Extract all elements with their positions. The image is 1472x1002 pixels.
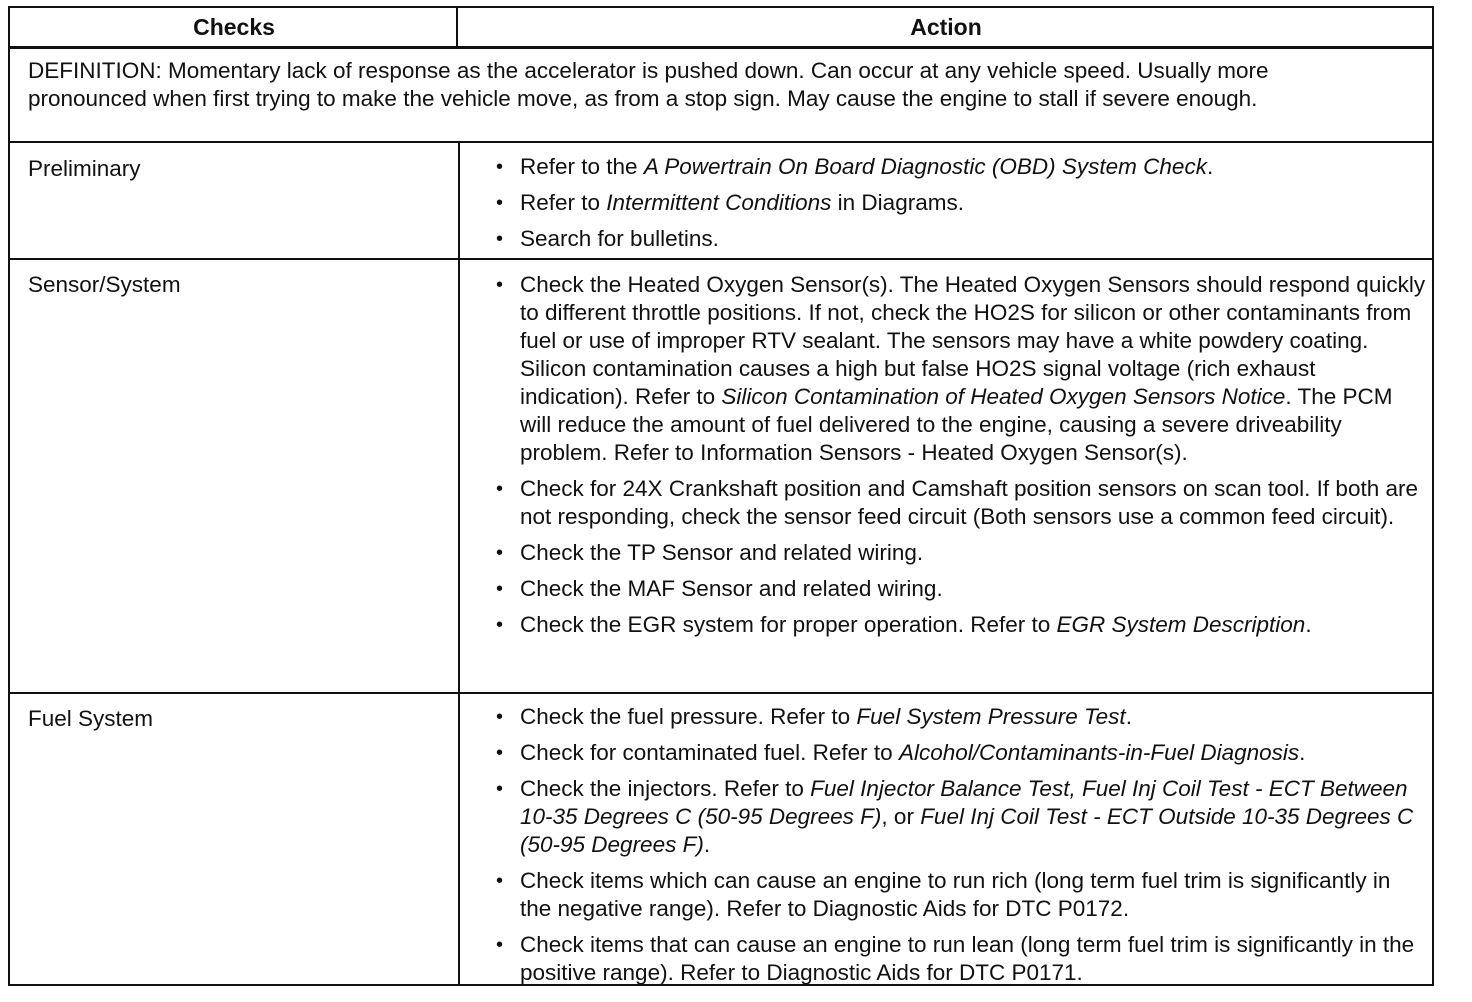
action-list-sensor <box>494 271 1426 639</box>
header-checks: Checks <box>193 14 275 40</box>
list-item: • Check items which can cause an engine to run rich (long term fuel trim is significantly in the negative range). Refer to Diagnostic Aids for DTC P0172. <box>496 868 1391 921</box>
reference-link[interactable]: Silicon Contamination of Heated Oxygen Sensors Notice <box>721 384 1286 409</box>
reference-link[interactable]: Fuel Inj Coil Test - ECT Outside 10-35 Degrees C (50-95 Degrees F) <box>520 804 1414 857</box>
list-item: • Check the fuel pressure. Refer to Fuel System Pressure Test. <box>496 704 1132 729</box>
list-item: • Check the Heated Oxygen Sensor(s). The Heated Oxygen Sensors should respond quickly to different throttle positions. If not, check the HO2S for silicon or other contaminants from fuel or use of improper RTV sealant. The sensors may have a white powdery coating. Silicon contamination causes a high but false HO2S signal voltage (rich exhaust indication). Refer to Silicon Contamination of Heated Oxygen Sensors Notice. The PCM will reduce the amount of fuel delivered to the engine, causing a severe driveability problem. Refer to Information Sensors - Heated Oxygen Sensor(s). <box>496 272 1426 465</box>
reference-link[interactable]: EGR System Description <box>1056 612 1306 637</box>
list-item: • Refer to the A Powertrain On Board Diagnostic (OBD) System Check. <box>496 154 1214 179</box>
list-item: • Check the MAF Sensor and related wiring. <box>496 576 943 601</box>
list-item: • Search for bulletins. <box>496 226 719 251</box>
list-item: • Check for 24X Crankshaft position and Camshaft position sensors on scan tool. If both are not responding, check the sensor feed circuit (Both sensors use a common feed circuit). <box>496 476 1418 529</box>
reference-link[interactable]: Fuel Injector Balance Test, Fuel Inj Coil Test - ECT Between 10-35 Degrees C (50-95 Degrees F) <box>520 776 1408 829</box>
action-list-fuel <box>494 703 1426 987</box>
list-item: • Check the TP Sensor and related wiring. <box>496 540 924 565</box>
row-divider <box>10 692 1432 694</box>
header-action: Action <box>910 14 982 40</box>
header-divider <box>456 8 458 46</box>
list-item: • Check items that can cause an engine to run lean (long term fuel trim is significantly in the positive range). Refer to Diagnostic Aids for DTC P0171. <box>496 932 1415 985</box>
row-divider <box>10 258 1432 260</box>
definition-text: DEFINITION: Momentary lack of response as the accelerator is pushed down. Can occur at any vehicle speed. Usually more pronounced when first trying to make the vehicle move, as from a stop sign. May cause the engine to stall if severe enough. <box>28 58 1269 111</box>
list-item: • Check for contaminated fuel. Refer to Alcohol/Contaminants-in-Fuel Diagnosis. <box>496 740 1306 765</box>
check-sensor-system: Sensor/System <box>28 272 181 297</box>
check-fuel-system: Fuel System <box>28 706 154 731</box>
diagnostic-table <box>8 6 1434 986</box>
column-divider <box>458 143 460 986</box>
check-preliminary: Preliminary <box>28 156 141 181</box>
row-divider <box>10 141 1432 143</box>
reference-link[interactable]: Alcohol/Contaminants-in-Fuel Diagnosis <box>898 740 1300 765</box>
list-item: • Refer to Intermittent Conditions in Diagrams. <box>496 190 964 215</box>
table-header <box>10 8 1432 49</box>
reference-link[interactable]: Fuel System Pressure Test <box>856 704 1126 729</box>
list-item: • Check the injectors. Refer to Fuel Injector Balance Test, Fuel Inj Coil Test - ECT Between 10-35 Degrees C (50-95 Degrees F), or Fuel Inj Coil Test - ECT Outside 10-35 Degrees C (50-95 Degrees F). <box>496 776 1414 857</box>
list-item: • Check the EGR system for proper operation. Refer to EGR System Description. <box>496 612 1312 637</box>
reference-link[interactable]: A Powertrain On Board Diagnostic (OBD) System Check <box>643 154 1207 179</box>
reference-link[interactable]: Intermittent Conditions <box>606 190 832 215</box>
action-list-preliminary <box>494 153 1426 253</box>
